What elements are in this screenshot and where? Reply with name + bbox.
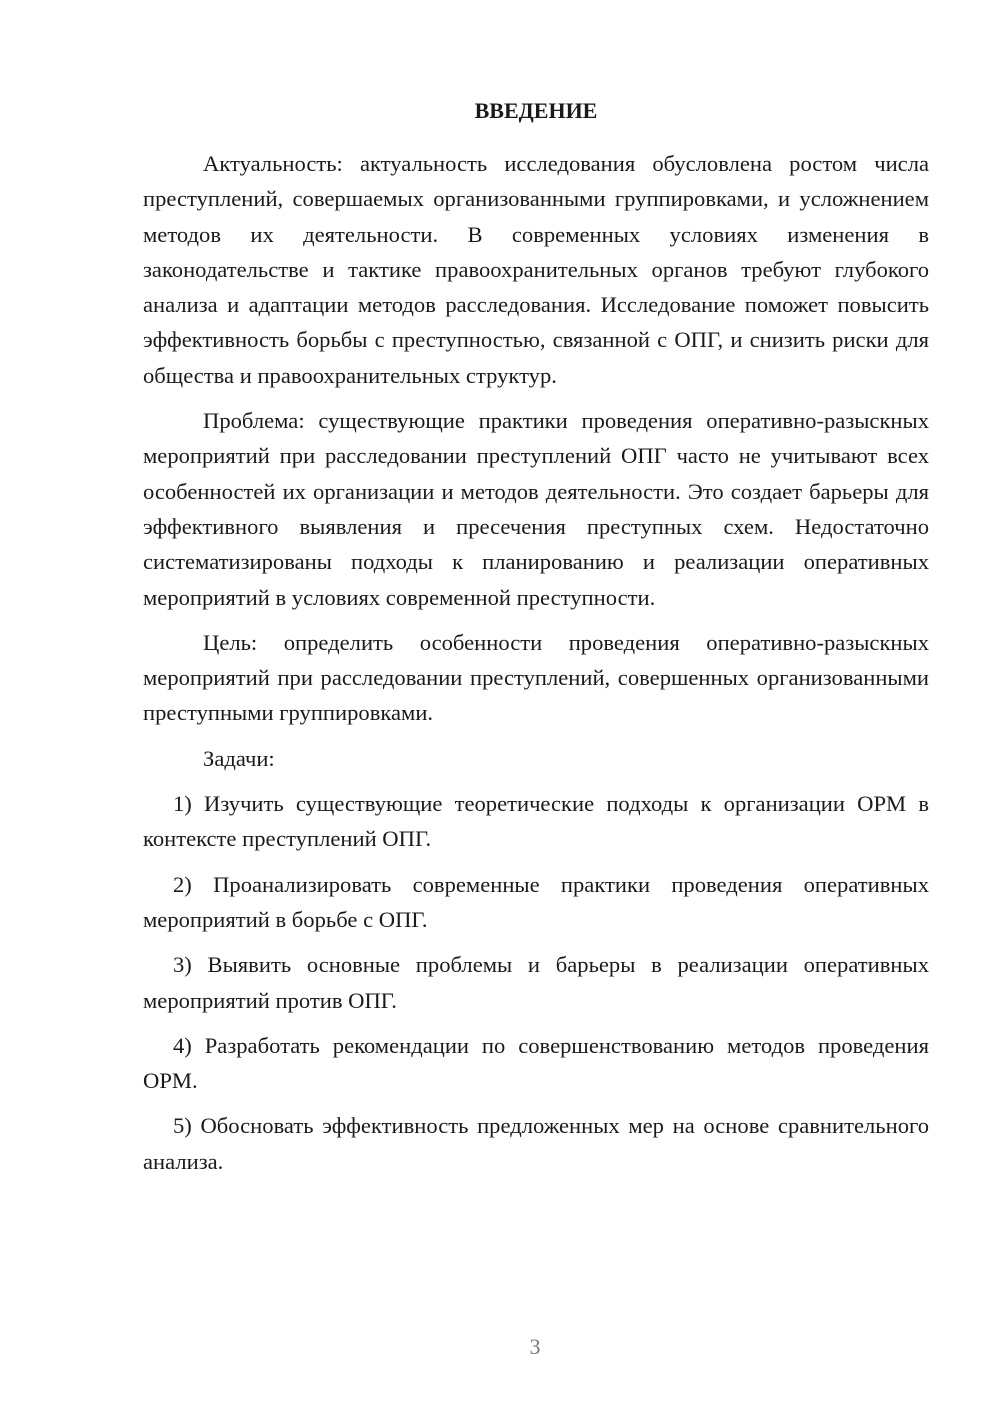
task-item: 2) Проанализировать современные практики проведения оперативных мероприятий в борьбе с ОПГ. <box>143 871 929 932</box>
relevance-paragraph: Актуальность: актуальность исследования обусловлена ростом числа преступлений, совершаемых организованными группировками, и усложнением методов их деятельности. В современных условиях изменения в законодательстве и тактике правоохранительных органов требуют глубокого анализа и адаптации методов расследования. Исследование поможет повысить эффективность борьбы с преступностью, связанной с ОПГ, и снизить риски для общества и правоохранительных структур. <box>143 151 929 388</box>
task-item: 4) Разработать рекомендации по совершенствованию методов проведения ОРМ. <box>143 1032 929 1094</box>
task-item: 1) Изучить существующие теоретические подходы к организации ОРМ в контексте преступлений ОПГ. <box>143 791 929 852</box>
page-content <box>143 96 929 1189</box>
task-item: 3) Выявить основные проблемы и барьеры в реализации оперативных мероприятий против ОПГ. <box>143 952 929 1013</box>
section-heading: ВВЕДЕНИЕ <box>474 98 598 123</box>
problem-paragraph: Проблема: существующие практики проведения оперативно-разыскных мероприятий при расследовании преступлений ОПГ часто не учитывают всех особенностей их организации и методов деятельности. Это создает барьеры для эффективного выявления и пресечения преступных схем. Недостаточно систематизированы подходы к планированию и реализации оперативных мероприятий в условиях современной преступности. <box>143 408 929 610</box>
goal-paragraph: Цель: определить особенности проведения оперативно-разыскных мероприятий при расследовании преступлений, совершенных организованными преступными группировками. <box>143 629 929 726</box>
task-item: 5) Обосновать эффективность предложенных мер на основе сравнительного анализа. <box>143 1113 929 1174</box>
page-number: 3 <box>529 1334 541 1359</box>
tasks-list <box>143 786 929 1179</box>
tasks-label: Задачи: <box>203 745 275 771</box>
